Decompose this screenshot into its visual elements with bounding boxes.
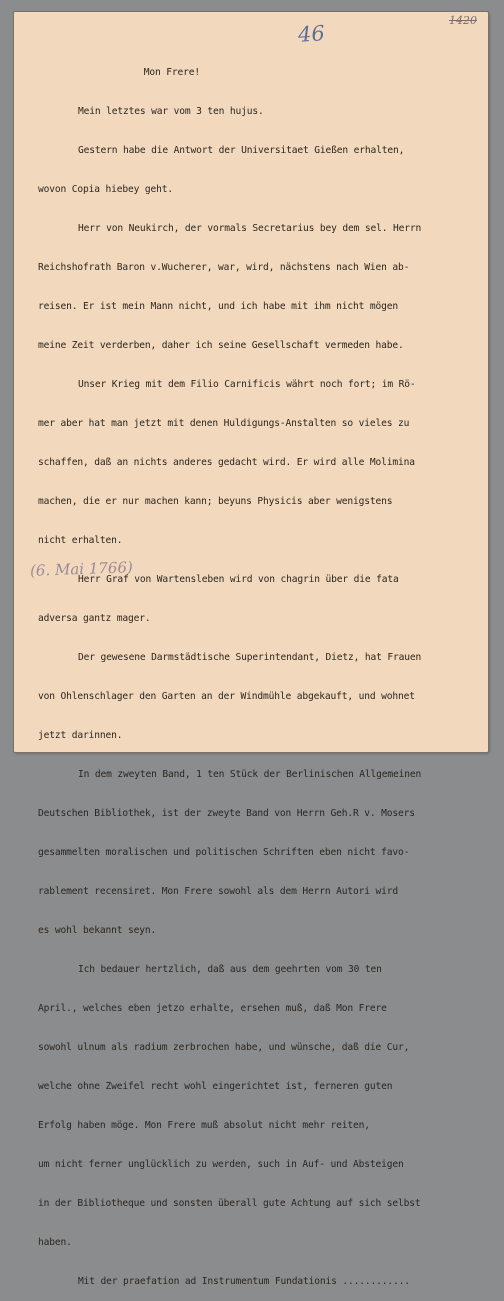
text-line: Mein letztes war vom 3 ten hujus. — [78, 106, 264, 117]
text-line: adversa gantz mager. — [38, 613, 151, 624]
date-annotation: (6. Mai 1766) — [29, 558, 134, 580]
text-line: in der Bibliotheque und sonsten überall gute Achtung auf sich selbst — [38, 1198, 421, 1209]
text-line: wovon Copia hiebey geht. — [38, 184, 174, 195]
text-line: Gestern habe die Antwort der Universitaet Gießen erhalten, — [78, 145, 405, 156]
text-line: Herr Graf von Wartensleben wird von chagrin über die fata — [78, 574, 399, 585]
text-line: Deutschen Bibliothek, ist der zweyte Band von Herrn Geh.R v. Mosers — [38, 808, 415, 819]
salutation: Mon Frere! — [110, 67, 201, 78]
text-line: um nicht ferner unglücklich zu werden, such in Auf- und Absteigen — [38, 1159, 404, 1170]
text-line: jetzt darinnen. — [38, 730, 123, 741]
text-line: haben. — [38, 1237, 72, 1248]
text-line: Herr von Neukirch, der vormals Secretarius bey dem sel. Herrn — [78, 223, 422, 234]
text-line: schaffen, daß an nichts anderes gedacht wird. Er wird alle Molimina — [38, 457, 415, 468]
text-line: machen, die er nur machen kann; beyuns Physicis aber wenigstens — [38, 496, 393, 507]
text-line: es wohl bekannt seyn. — [38, 925, 157, 936]
text-line: Der gewesene Darmstädtische Superintendant, Dietz, hat Frauen — [78, 652, 422, 663]
text-line: nicht erhalten. — [38, 535, 123, 546]
text-line: rablement recensiret. Mon Frere sowohl als dem Herrn Autori wird — [38, 886, 399, 897]
text-line: reisen. Er ist mein Mann nicht, und ich habe mit ihm nicht mögen — [38, 301, 399, 312]
text-line: von Ohlenschlager den Garten an der Windmühle abgekauft, und wohnet — [38, 691, 415, 702]
letter-body — [38, 40, 484, 1301]
text-line: Erfolg haben möge. Mon Frere muß absolut nicht mehr reiten, — [38, 1120, 370, 1131]
closing-line: Mit der praefation ad Instrumentum Fundationis ............ — [78, 1276, 410, 1287]
text-line: gesammelten moralischen und politischen Schriften eben nicht favo- — [38, 847, 410, 858]
text-line: sowohl ulnum als radium zerbrochen habe, und wünsche, daß die Cur, — [38, 1042, 410, 1053]
text-line: meine Zeit verderben, daher ich seine Gesellschaft vermeden habe. — [38, 340, 404, 351]
text-line: mer aber hat man jetzt mit denen Huldigungs-Anstalten so vieles zu — [38, 418, 410, 429]
text-line: In dem zweyten Band, 1 ten Stück der Berlinischen Allgemeinen — [78, 769, 422, 780]
text-line: Ich bedauer hertzlich, daß aus dem geehrten vom 30 ten — [78, 964, 382, 975]
text-line: welche ohne Zweifel recht wohl eingerichtet ist, ferneren guten — [38, 1081, 393, 1092]
archive-number: 1420 — [449, 14, 477, 27]
folio-number: 46 — [297, 21, 326, 47]
text-line: April., welches eben jetzo erhalte, ersehen muß, daß Mon Frere — [38, 1003, 387, 1014]
text-line: Reichshofrath Baron v.Wucherer, war, wird, nächstens nach Wien ab- — [38, 262, 410, 273]
text-line: Unser Krieg mit dem Filio Carnificis währt noch fort; im Rö- — [78, 379, 416, 390]
